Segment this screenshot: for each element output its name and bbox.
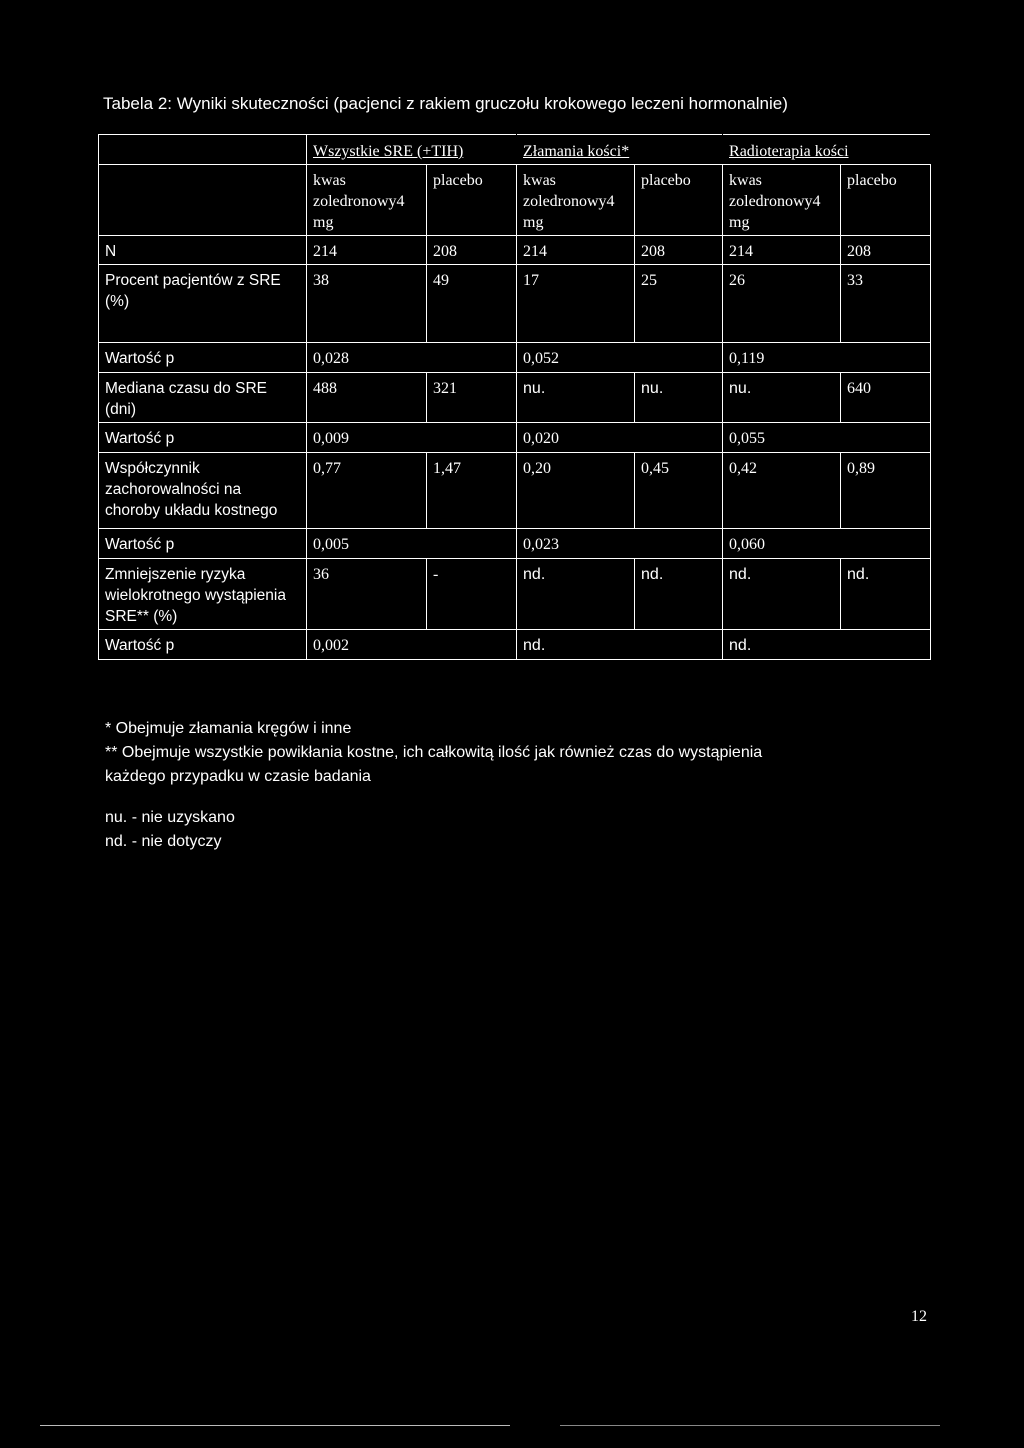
table-cell: nd. (841, 559, 931, 630)
page-number: 12 (911, 1308, 927, 1325)
results-table (98, 134, 931, 660)
arm-header-drug: kwas zoledronowy4 mg (723, 165, 841, 236)
table-cell: 488 (307, 373, 427, 423)
table-cell: nd. (517, 630, 723, 660)
table-row-hazard (99, 453, 931, 529)
table-row-p-value (99, 529, 931, 559)
table-cell: 0,060 (723, 529, 931, 559)
row-label-hazard: Współczynnik zachorowalności na choroby układu kostnego (99, 453, 307, 529)
table-cell: 640 (841, 373, 931, 423)
table-cell: 214 (307, 236, 427, 265)
table-cell: 0,052 (517, 343, 723, 373)
abbreviation-line: nd. - nie dotyczy (105, 833, 222, 850)
arm-header-row (99, 165, 931, 236)
table-cell: 38 (307, 265, 427, 343)
table-cell: 0,45 (635, 453, 723, 529)
table-cell: 0,020 (517, 423, 723, 453)
group-header-row (99, 135, 931, 165)
group-header-radiotherapy: Radioterapia kości (723, 135, 931, 165)
table-cell: nu. (517, 373, 635, 423)
table-cell: 0,42 (723, 453, 841, 529)
row-label-p-value: Wartość p (99, 630, 307, 660)
table-row-p-value (99, 343, 931, 373)
table-row-n (99, 236, 931, 265)
table-cell: 0,055 (723, 423, 931, 453)
arm-header-drug: kwas zoledronowy4 mg (517, 165, 635, 236)
table-row-p-value (99, 423, 931, 453)
row-label-percent: Procent pacjentów z SRE (%) (99, 265, 307, 343)
table-row-median (99, 373, 931, 423)
table-cell: nu. (635, 373, 723, 423)
row-label-p-value: Wartość p (99, 529, 307, 559)
table-cell: 25 (635, 265, 723, 343)
table-cell: 0,89 (841, 453, 931, 529)
table-cell: nd. (635, 559, 723, 630)
bottom-divider (560, 1425, 940, 1426)
table-cell: 0,028 (307, 343, 517, 373)
row-label-risk: Zmniejszenie ryzyka wielokrotnego wystąpienia SRE** (%) (99, 559, 307, 630)
abbreviations (105, 806, 235, 854)
empty-corner-cell (99, 135, 307, 165)
table-row-percent (99, 265, 931, 343)
table-cell: 1,47 (427, 453, 517, 529)
table-row-p-value (99, 630, 931, 660)
table-cell: 0,20 (517, 453, 635, 529)
table-cell: 214 (723, 236, 841, 265)
row-label-median: Mediana czasu do SRE (dni) (99, 373, 307, 423)
table-cell: nd. (723, 630, 931, 660)
table-cell: 49 (427, 265, 517, 343)
arm-header-drug: kwas zoledronowy4 mg (307, 165, 427, 236)
table-cell: nd. (723, 559, 841, 630)
footnote-line: każdego przypadku w czasie badania (105, 768, 371, 785)
table-cell: 0,023 (517, 529, 723, 559)
table-cell: 0,005 (307, 529, 517, 559)
table-row-risk (99, 559, 931, 630)
abbreviation-line: nu. - nie uzyskano (105, 809, 235, 826)
row-label-n: N (99, 236, 307, 265)
bottom-divider (40, 1425, 510, 1426)
table-cell: 26 (723, 265, 841, 343)
table-cell: 208 (635, 236, 723, 265)
table-cell: 208 (427, 236, 517, 265)
group-header-all-sre: Wszystkie SRE (+TIH) (307, 135, 517, 165)
table-cell: 214 (517, 236, 635, 265)
arm-header-placebo: placebo (841, 165, 931, 236)
table-cell: 33 (841, 265, 931, 343)
table-cell: 321 (427, 373, 517, 423)
empty-arm-corner-cell (99, 165, 307, 236)
footnotes (105, 717, 762, 789)
arm-header-placebo: placebo (427, 165, 517, 236)
table-cell: - (427, 559, 517, 630)
page-title: Tabela 2: Wyniki skuteczności (pacjenci z rakiem gruczołu krokowego leczeni hormonalnie) (103, 94, 788, 113)
table-cell: 0,002 (307, 630, 517, 660)
table-cell: 0,77 (307, 453, 427, 529)
table-cell: nu. (723, 373, 841, 423)
table-cell: 0,009 (307, 423, 517, 453)
group-header-fractures: Złamania kości* (517, 135, 723, 165)
row-label-p-value: Wartość p (99, 343, 307, 373)
table-cell: 208 (841, 236, 931, 265)
table-cell: 36 (307, 559, 427, 630)
arm-header-placebo: placebo (635, 165, 723, 236)
table-cell: 17 (517, 265, 635, 343)
row-label-p-value: Wartość p (99, 423, 307, 453)
table-cell: nd. (517, 559, 635, 630)
footnote-line: * Obejmuje złamania kręgów i inne (105, 720, 352, 737)
table-cell: 0,119 (723, 343, 931, 373)
footnote-line: ** Obejmuje wszystkie powikłania kostne, ich całkowitą ilość jak również czas do wystąpienia (105, 744, 763, 761)
